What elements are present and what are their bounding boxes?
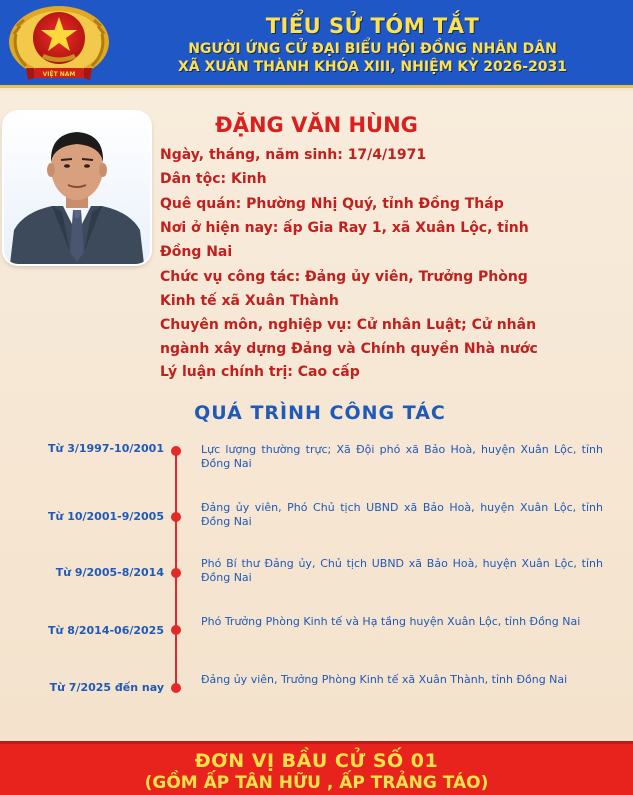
ethnicity: Dân tộc: Kinh <box>160 171 267 187</box>
timeline-description: Phó Bí thư Đảng ủy, Chủ tịch UBND xã Bảo Hoà, huyện Xuân Lộc, tỉnh Đồng Nai <box>201 557 603 584</box>
electoral-unit: ĐƠN VỊ BẦU CỬ SỐ 01 <box>194 750 439 772</box>
expertise-line2: ngành xây dựng Đảng và Chính quyền Nhà nước <box>160 341 538 357</box>
electoral-unit-areas: (GỒM ẤP TÂN HỮU , ẤP TRẢNG TÁO) <box>144 773 489 793</box>
timeline-description: Lực lượng thường trực; Xã Đội phó xã Bảo Hoà, huyện Xuân Lộc, tỉnh Đồng Nai <box>201 443 603 470</box>
page-subtitle-line2: XÃ XUÂN THÀNH KHÓA XIII, NHIỆM KỲ 2026-2031 <box>177 59 568 75</box>
footer-banner <box>0 741 633 795</box>
residence-line2: Đồng Nai <box>160 244 233 260</box>
birth-date: Ngày, tháng, năm sinh: 17/4/1971 <box>160 147 427 163</box>
timeline-period: Từ 7/2025 đến nay <box>49 681 164 694</box>
candidate-name: ĐẶNG VĂN HÙNG <box>215 113 418 137</box>
timeline-dot <box>171 625 181 635</box>
position-line2: Kinh tế xã Xuân Thành <box>160 293 339 309</box>
career-section-title: QUÁ TRÌNH CÔNG TÁC <box>194 402 446 424</box>
hometown: Quê quán: Phường Nhị Quý, tỉnh Đồng Tháp <box>160 196 504 212</box>
header-banner <box>0 0 633 88</box>
page-subtitle-line1: NGƯỜI ỨNG CỬ ĐẠI BIỂU HỘI ĐỒNG NHÂN DÂN <box>188 41 557 57</box>
timeline-period: Từ 8/2014-06/2025 <box>48 624 164 637</box>
timeline-period: Từ 9/2005-8/2014 <box>55 566 164 579</box>
page-title: TIỂU SỬ TÓM TẮT <box>265 14 480 38</box>
portrait-icon <box>4 112 150 264</box>
timeline-dot <box>171 446 181 456</box>
emblem-ribbon-text: VIỆT NAM <box>42 71 76 78</box>
position-line1: Chức vụ công tác: Đảng ủy viên, Trưởng Phòng <box>160 269 528 285</box>
timeline-dot <box>171 683 181 693</box>
candidate-photo <box>4 112 150 264</box>
expertise-line1: Chuyên môn, nghiệp vụ: Cử nhân Luật; Cử nhân <box>160 317 537 333</box>
timeline-dot <box>171 568 181 578</box>
timeline-period: Từ 3/1997-10/2001 <box>48 442 164 455</box>
timeline-description: Phó Trưởng Phòng Kinh tế và Hạ tầng huyện Xuân Lộc, tỉnh Đồng Nai <box>201 615 581 628</box>
residence-line1: Nơi ở hiện nay: ấp Gia Ray 1, xã Xuân Lộc, tỉnh <box>160 220 529 236</box>
timeline-description: Đảng ủy viên, Trưởng Phòng Kinh tế xã Xuân Thành, tỉnh Đồng Nai <box>201 673 568 686</box>
timeline-description: Đảng ủy viên, Phó Chủ tịch UBND xã Bảo Hoà, huyện Xuân Lộc, tỉnh Đồng Nai <box>201 501 603 528</box>
national-emblem-icon <box>4 4 114 84</box>
political-theory: Lý luận chính trị: Cao cấp <box>160 364 360 380</box>
timeline-period: Từ 10/2001-9/2005 <box>48 510 164 523</box>
timeline-dot <box>171 512 181 522</box>
